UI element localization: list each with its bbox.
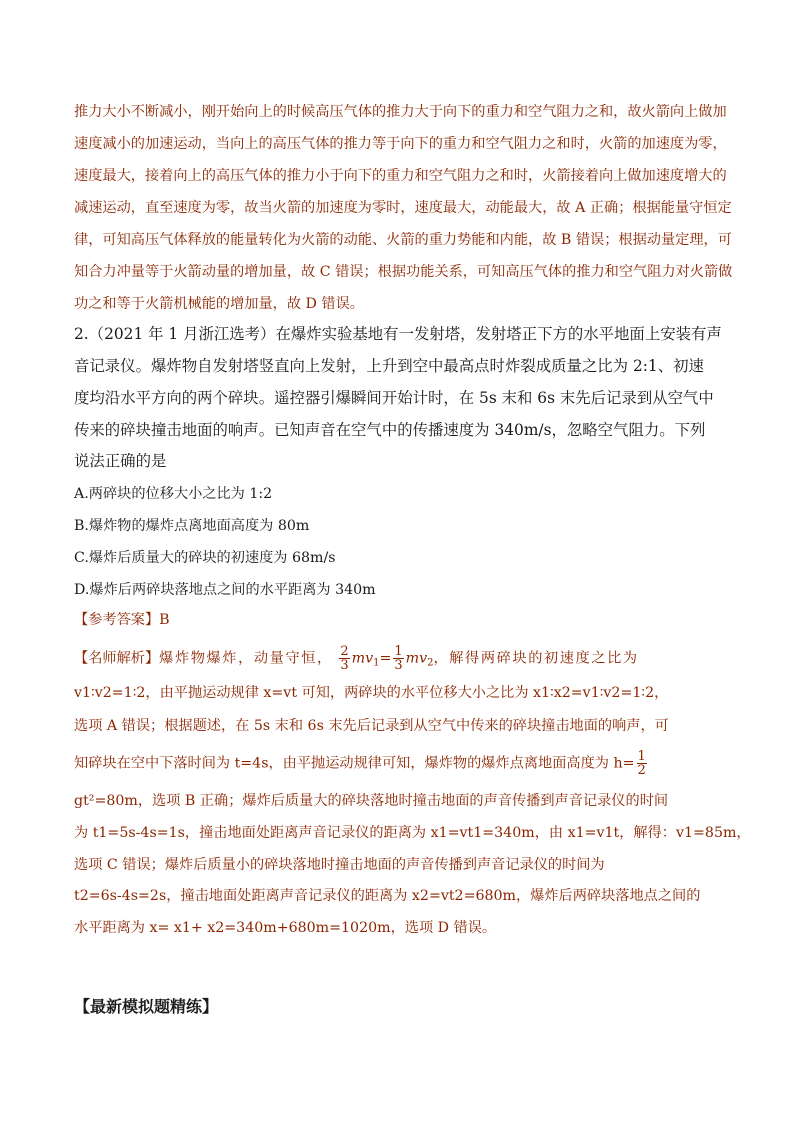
question-line: 2.（2021 年 1 月浙江选考）在爆炸实验基地有一发射塔，发射塔正下方的水平地面上安装有声 — [74, 325, 722, 343]
analysis-line-2: v1∶v2=1∶2，由平抛运动规律 x=vt 可知，两碎块的水平位移大小之比为 x1∶x2=v1∶v2=1∶2， — [74, 685, 669, 701]
analysis-line-1: 【名师解析】爆炸物爆炸，动量守恒， $\frac{2}{3}$ $mv_1=$ $\frac{1}{3}$ $mv_2$，解得两碎块的初速度之比为 — [74, 644, 639, 673]
option-c: C.爆炸后质量大的碎块的初速度为 68m/s — [74, 550, 336, 566]
analysis-label: 【名师解析】 — [74, 650, 160, 667]
prev-explanation-line: 减速运动，直至速度为零，故当火箭的加速度为零时，速度最大，动能最大，故 A 正确；根据能量守恒定 — [74, 200, 732, 216]
prev-explanation-line: 知合力冲量等于火箭动量的增加量，故 C 错误；根据功能关系，可知高压气体的推力和空气阻力对火箭做 — [74, 264, 733, 280]
analysis-line-5: gt²=80m，选项 B 正确；爆炸后质量大的碎块落地时撞击地面的声音传播到声音记录仪的时间 — [74, 793, 669, 809]
prev-explanation-line: 律，可知高压气体释放的能量转化为火箭的动能、火箭的重力势能和内能，故 B 错误；根据动量定理，可 — [74, 232, 732, 248]
analysis-line-7: 选项 C 错误；爆炸后质量小的碎块落地时撞击地面的声音传播到声音记录仪的时间为 — [74, 857, 605, 873]
question-line: 说法正确的是 — [74, 452, 167, 470]
prev-explanation-line: 功之和等于火箭机械能的增加量，故 D 错误。 — [74, 296, 364, 312]
analysis-line-8: t2=6s-4s=2s，撞击地面处距离声音记录仪的距离为 x2=vt2=680m，爆炸后两碎块落地点之间的 — [74, 888, 701, 904]
question-line: 音记录仪。爆炸物自发射塔竖直向上发射，上升到空中最高点时炸裂成质量之比为 2:1、初速 — [74, 357, 704, 375]
option-d: D.爆炸后两碎块落地点之间的水平距离为 340m — [74, 582, 376, 598]
fraction-two-thirds: $\frac{2}{3}$ — [340, 644, 349, 673]
fraction-one-half: $\frac{1}{2}$ — [637, 749, 646, 778]
reference-answer — [74, 610, 170, 630]
fraction-one-third: $\frac{1}{3}$ — [394, 644, 403, 673]
prev-explanation-line: 推力大小不断减小，刚开始向上的时候高压气体的推力大于向下的重力和空气阻力之和，故火箭向上做加 — [74, 104, 727, 120]
prev-explanation-line: 速度最大，接着向上的高压气体的推力小于向下的重力和空气阻力之和时，火箭接着向上做加速度增大的 — [74, 168, 727, 184]
section-heading: 【最新模拟题精练】 — [74, 997, 219, 1016]
question-line: 传来的碎块撞击地面的响声。已知声音在空气中的传播速度为 340m/s，忽略空气阻力。下列 — [74, 421, 706, 439]
analysis-line-3: 选项 A 错误；根据题述，在 5s 末和 6s 末先后记录到从空气中传来的碎块撞击地面的响声，可 — [74, 718, 669, 734]
analysis-line-4: 知碎块在空中下落时间为 t=4s，由平抛运动规律可知，爆炸物的爆炸点离地面高度为 h= $\frac{1}{2}$ — [74, 749, 646, 778]
analysis-line-6: 为 t1=5s-4s=1s，撞击地面处距离声音记录仪的距离为 x1=vt1=340m，由 x1=v1t，解得：v1=85m， — [74, 825, 751, 841]
analysis-line-9: 水平距离为 x= x1+ x2=340m+680m=1020m，选项 D 错误。 — [74, 920, 497, 936]
answer-label: 【参考答案】 — [74, 612, 160, 628]
prev-explanation-line: 速度减小的加速运动，当向上的高压气体的推力等于向下的重力和空气阻力之和时，火箭的加速度为零， — [74, 136, 727, 152]
option-a: A.两碎块的位移大小之比为 1:2 — [74, 486, 273, 502]
option-b: B.爆炸物的爆炸点离地面高度为 80m — [74, 518, 310, 534]
answer-value: B — [159, 612, 170, 628]
question-line: 度均沿水平方向的两个碎块。遥控器引爆瞬间开始计时，在 5s 末和 6s 末先后记录到从空气中 — [74, 389, 714, 407]
